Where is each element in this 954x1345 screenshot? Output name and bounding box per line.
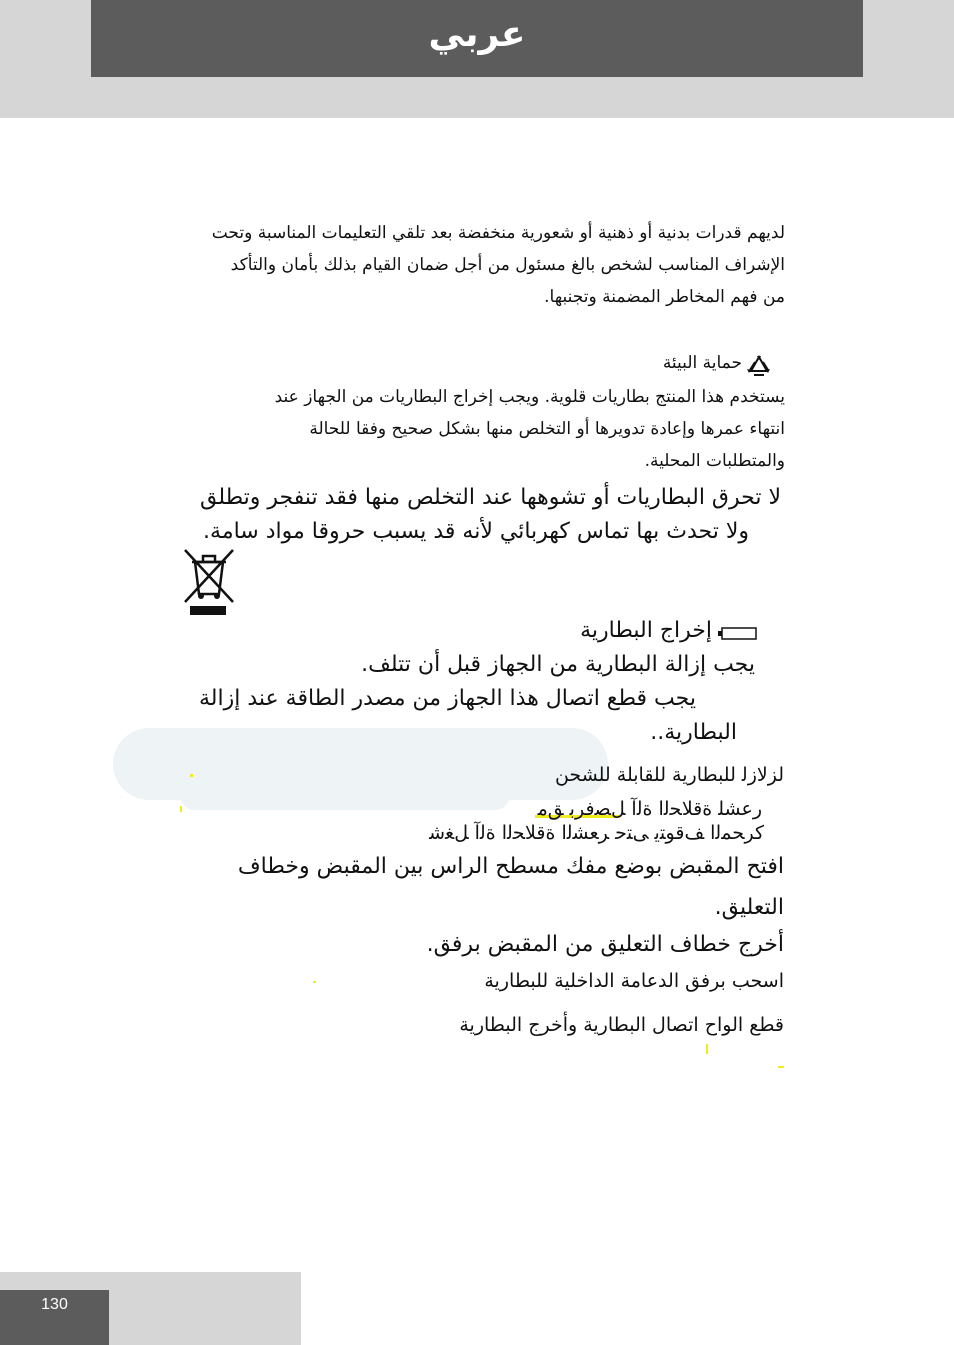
battery-heading: إخراج البطارية — [580, 618, 712, 643]
step-line-2: التعليق. — [714, 895, 784, 920]
crossed-out-bin-icon — [183, 548, 235, 618]
intro-line-1: لديهم قدرات بدنية أو ذهنية أو شعورية منخفضة بعد تلقي التعليمات المناسبة وتحت — [211, 223, 785, 243]
page-number: 130 — [0, 1290, 109, 1345]
env-line-1: يستخدم هذا المنتج بطاريات قلوية. ويجب إخراج البطاريات من الجهاز عند — [274, 387, 785, 407]
step-line-4: ﺍﺳﺤﺐ ﺑﺮﻓﻖ ﺍﻟﺪﻋﺎﻣﺔ ﺍﻟﺪﺍﺧﻠﻴﺔ ﻟﻠﺒﻄﺎﺭﻳﺔ — [484, 970, 784, 992]
yellow-dot-2 — [180, 806, 182, 812]
garbled-line-1: ﻟﺰﻻﺯﻟ ﻟﻠﺒﻄﺎﺭﻳﺔ ﻟﻠﻘﺎﺑﻠﺔ ﻟﻠﺸﺤﻦ — [554, 764, 784, 786]
env-line-2: انتهاء عمرها وإعادة تدويرها أو التخلص منها بشكل صحيح وفقا للحالة — [309, 419, 785, 439]
warning-line-1: لا تحرق البطاريات أو تشوهها عند التخلص منها فقد تنفجر وتطلق — [200, 485, 781, 510]
step-line-5: ﻗﻄﻊ ﺍﻟﻮﺍﺡ ﺍﺗﺼﺎﻝ ﺍﻟﺒﻄﺎﺭﻳﺔ ﻭﺃﺧﺮﺝ ﺍﻟﺒﻄﺎﺭﻳﺔ — [459, 1014, 784, 1036]
env-heading: حماية البيئة — [662, 353, 742, 373]
battery-icon — [718, 626, 758, 642]
step-line-3: أخرج خطاف التعليق من المقبض برفق. — [426, 932, 784, 957]
yellow-dot-4 — [706, 1044, 708, 1054]
pale-highlight-2 — [180, 780, 510, 810]
battery-line-2: يجب قطع اتصال هذا الجهاز من مصدر الطاقة عند إزالة — [199, 686, 696, 711]
battery-line-1: يجب إزالة البطارية من الجهاز قبل أن تتلف. — [361, 652, 755, 677]
step-line-1: افتح المقبض بوضع مفك مسطح الراس بين المقبض وخطاف — [237, 854, 784, 879]
page-title: عربي — [428, 14, 526, 55]
intro-line-3: من فهم المخاطر المضمنة وتجنبها. — [544, 287, 785, 307]
garbled-line-2: ﺭﻋﺸﻠ ﺓﻗﻼﺤﻟﺍ ﺓﻟﺁ ﻞﺼﻓﺮﺑ ﻖﻣ — [537, 798, 762, 820]
yellow-dot-5 — [778, 1066, 784, 1068]
yellow-dot-1 — [190, 774, 193, 777]
recycle-icon — [746, 354, 772, 380]
garbled-line-3: ﻛﺮﺤﻤﻟﺍ ﻒﻗﻮﺘﻳ ﻰﺘﺣ ﺮﻌﺸﻟﺍ ﺓﻗﻼﺤﻟﺍ ﺓﻟﺁ ﻞﻐﺷ — [429, 822, 764, 844]
warning-line-2: ولا تحدث بها تماس كهربائي لأنه قد يسبب حروقا مواد سامة. — [203, 519, 749, 544]
header-title-bar — [91, 0, 863, 77]
intro-line-2: الإشراف المناسب لشخص بالغ مسئول من أجل ضمان القيام بذلك بأمان والتأكد — [230, 255, 785, 275]
yellow-dot-3 — [313, 981, 316, 983]
env-line-3: والمتطلبات المحلية. — [644, 451, 785, 471]
battery-line-3: البطارية.. — [650, 720, 737, 745]
